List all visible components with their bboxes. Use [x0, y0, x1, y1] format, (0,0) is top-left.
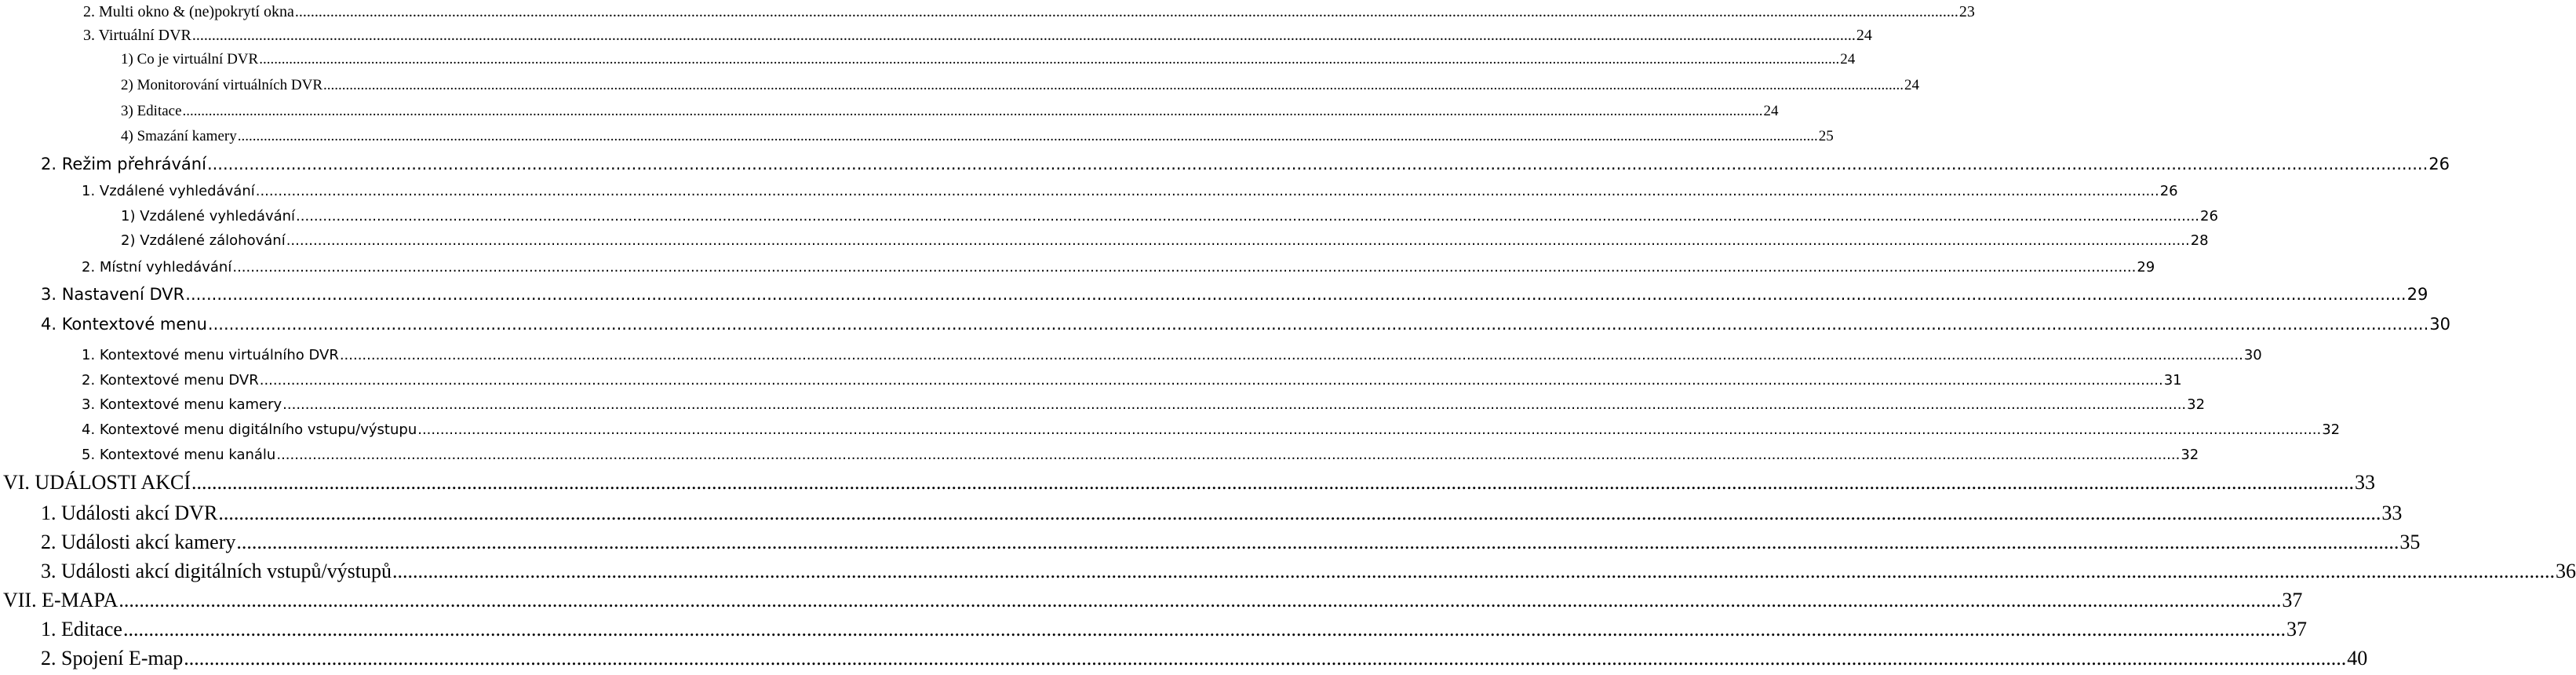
- dot-leader: [392, 560, 2555, 583]
- toc-entry[interactable]: [82, 447, 2199, 463]
- toc-entry[interactable]: [121, 103, 1779, 120]
- toc-entry[interactable]: [41, 647, 2368, 670]
- toc-entry-page: 32: [2187, 396, 2206, 413]
- toc-entry-label: 2. Kontextové menu DVR: [82, 372, 259, 389]
- dot-leader: [340, 347, 2243, 363]
- toc-entry-label: 1) Vzdálené vyhledávání: [121, 208, 296, 224]
- toc-entry[interactable]: [82, 183, 2178, 199]
- toc-entry[interactable]: [41, 560, 2576, 583]
- toc-entry-page: 24: [1856, 27, 1872, 44]
- toc-entry-page: 37: [2282, 589, 2303, 611]
- dot-leader: [183, 103, 1763, 120]
- toc-entry[interactable]: [82, 396, 2206, 413]
- toc-entry-label: 5. Kontextové menu kanálu: [82, 447, 276, 463]
- dot-leader: [192, 27, 1856, 45]
- toc-entry[interactable]: [41, 155, 2450, 173]
- dot-leader: [276, 447, 2180, 463]
- dot-leader: [118, 589, 2281, 612]
- dot-leader: [218, 502, 2381, 525]
- toc-entry[interactable]: [121, 208, 2218, 224]
- toc-entry-page: 28: [2190, 232, 2209, 249]
- toc-entry[interactable]: [82, 259, 2155, 275]
- dot-leader: [323, 77, 1904, 94]
- toc-entry-page: 35: [2399, 531, 2421, 553]
- toc-entry[interactable]: [83, 27, 1872, 45]
- toc-entry[interactable]: [41, 315, 2450, 334]
- toc-entry[interactable]: [82, 347, 2262, 363]
- dot-leader: [232, 259, 2136, 275]
- toc-entry-label: 2. Spojení E-map: [41, 647, 184, 670]
- dot-leader: [256, 183, 2159, 199]
- dot-leader: [207, 155, 2428, 173]
- dot-leader: [417, 421, 2321, 438]
- toc-entry-label: 1. Editace: [41, 618, 122, 640]
- dot-leader: [286, 232, 2190, 249]
- toc-entry-page: 25: [1818, 128, 1834, 144]
- toc-entry-page: 24: [1904, 77, 1919, 93]
- toc-entry-page: 33: [2355, 471, 2376, 494]
- dot-leader: [236, 531, 2399, 554]
- dot-leader: [260, 372, 2163, 389]
- toc-entry-label: 3) Editace: [121, 103, 182, 119]
- toc-entry-label: 2. Režim přehrávání: [41, 155, 206, 173]
- toc-entry-label: 4. Kontextové menu digitálního vstupu/výstupu: [82, 421, 417, 438]
- toc-entry[interactable]: [82, 421, 2341, 438]
- dot-leader: [259, 51, 1839, 68]
- toc-entry[interactable]: [82, 372, 2182, 389]
- toc-entry-page: 29: [2137, 259, 2155, 275]
- toc-entry-page: 30: [2243, 347, 2262, 363]
- toc-entry-page: 29: [2407, 285, 2428, 304]
- toc-entry-label: VII. E-MAPA: [3, 589, 118, 611]
- toc-entry-page: 24: [1763, 103, 1779, 119]
- toc-entry-label: 1) Co je virtuální DVR: [121, 51, 259, 68]
- toc-entry[interactable]: [41, 618, 2307, 641]
- toc-entry-page: 33: [2381, 502, 2403, 524]
- toc-entry-label: 3. Kontextové menu kamery: [82, 396, 282, 413]
- toc-entry[interactable]: [83, 3, 1975, 21]
- toc-entry-label: 2) Vzdálené zálohování: [121, 232, 286, 249]
- toc-entry-label: 3. Virtuální DVR: [83, 27, 191, 44]
- toc-entry-label: 4. Kontextové menu: [41, 315, 207, 334]
- toc-entry-label: 1. Kontextové menu virtuálního DVR: [82, 347, 339, 363]
- toc-entry-page: 37: [2286, 618, 2307, 640]
- dot-leader: [191, 471, 2354, 494]
- toc-entry-page: 26: [2159, 183, 2178, 199]
- toc-entry-page: 26: [2200, 208, 2218, 224]
- toc-entry-label: 2. Místní vyhledávání: [82, 259, 232, 275]
- toc-entry-page: 36: [2556, 560, 2576, 582]
- toc-entry[interactable]: [41, 502, 2403, 525]
- toc-entry-page: 26: [2428, 155, 2450, 173]
- toc-entry-page: 30: [2429, 315, 2450, 334]
- toc-entry[interactable]: [3, 471, 2376, 494]
- toc-entry-label: 1. Vzdálené vyhledávání: [82, 183, 255, 199]
- toc-entry-page: 40: [2347, 647, 2368, 670]
- toc-entry-page: 23: [1958, 3, 1975, 20]
- toc-entry-page: 32: [2181, 447, 2199, 463]
- toc-entry[interactable]: [121, 232, 2209, 249]
- toc-entry[interactable]: [121, 128, 1834, 145]
- dot-leader: [282, 396, 2186, 413]
- toc-entry-page: 24: [1840, 51, 1856, 68]
- toc-entry-label: 1. Události akcí DVR: [41, 502, 218, 524]
- dot-leader: [238, 128, 1818, 145]
- toc-entry-label: 3. Nastavení DVR: [41, 285, 185, 304]
- toc-entry[interactable]: [121, 51, 1856, 68]
- dot-leader: [123, 618, 2286, 641]
- toc-entry-label: 2. Multi okno & (ne)pokrytí okna: [83, 3, 294, 20]
- dot-leader: [184, 647, 2346, 670]
- toc-entry[interactable]: [41, 531, 2421, 554]
- dot-leader: [208, 315, 2428, 334]
- toc-entry-label: 3. Události akcí digitálních vstupů/výstupů: [41, 560, 392, 582]
- toc-entry-label: VI. UDÁLOSTI AKCÍ: [3, 471, 191, 494]
- toc-entry[interactable]: [41, 285, 2428, 304]
- toc-entry-label: 2. Události akcí kamery: [41, 531, 236, 553]
- toc-entry[interactable]: [3, 589, 2303, 612]
- toc-entry[interactable]: [121, 77, 1919, 94]
- dot-leader: [296, 208, 2199, 224]
- dot-leader: [185, 285, 2406, 304]
- toc-entry-page: 32: [2322, 421, 2341, 438]
- dot-leader: [295, 3, 1958, 21]
- toc-entry-label: 2) Monitorování virtuálních DVR: [121, 77, 322, 93]
- toc-entry-page: 31: [2163, 372, 2182, 389]
- toc-entry-label: 4) Smazání kamery: [121, 128, 237, 144]
